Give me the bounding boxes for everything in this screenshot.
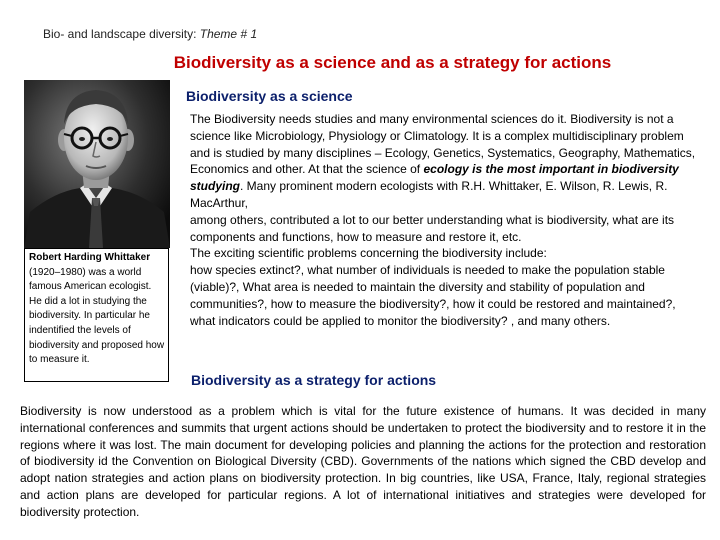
caption-dates: (1920–1980): [29, 266, 86, 278]
strategy-paragraph: Biodiversity is now understood as a problem which is vital for the future existence of humans. It was decided in many international conferences and summits that urgent actions should be undertaken to protect the biodiversity and to restore it in the regions where it was lost. The main document for developing policies and planning the actions for the protection and restoration of biodiversity id the Convention on Biological Diversity (CBD). Governments of the nations which signed the CBD develop and adopt nation strategies and action plans on biodiversity protection. In big countries, like USA, France, Italy, regional strategies and action plans are developed for particular regions. A lot of international initiatives and strategies were developed for biodiversity protection.: [20, 404, 706, 519]
header-theme: Theme # 1: [199, 27, 258, 41]
science-paragraph-4: how species extinct?, what number of individuals is needed to make the population stable (viable)?, What area is needed to maintain the diversity and stability of population and communities?, how to measure the biodiversity?, how it could be restored and maintained?, what indicators could be applied to monitor the biodiversity? , and many others.: [190, 263, 676, 328]
strategy-section: [20, 403, 706, 521]
science-heading: Biodiversity as a science: [186, 88, 353, 104]
strategy-heading: Biodiversity as a strategy for actions: [191, 372, 437, 388]
caption-name: Robert Harding Whittaker: [29, 252, 151, 263]
portrait-photo: [24, 80, 170, 248]
slide-header: [43, 27, 257, 41]
caption-text: was a world famous American ecologist. He did a lot in studying the biodiversity. In particular he indentified the levels of biodiversity and proposed how to measure it.: [29, 266, 165, 366]
science-text-after: . Many prominent modern ecologists with R.H. Whittaker, E. Wilson, R. Lewis, R. MacArthur,: [190, 179, 668, 210]
portrait-caption: [24, 248, 169, 382]
science-paragraph: [190, 111, 702, 212]
science-emphasis: ecology is the most important in biodiversity studying: [190, 162, 679, 194]
science-paragraph-3: The exciting scientific problems concerning the biodiversity include:: [190, 246, 547, 261]
science-section: [190, 111, 702, 329]
science-text-before: The Biodiversity needs studies and many environmental sciences do it. Biodiversity is not a science like Microbiology, Physiology or Climatology. It is a complex multidisciplinary problem and is studied by many disciplines – Ecology, Genetics, Systematics, Geography, Mathematics, Economics and other. At that the science of: [190, 112, 696, 177]
science-paragraph-2: among others, contributed a lot to our better understanding what is biodiversity, what are its components and functions, how to measure and restore it, etc.: [190, 212, 675, 244]
header-prefix: Bio- and landscape diversity:: [43, 27, 200, 41]
slide-title: Biodiversity as a science and as a strategy for actions: [173, 53, 612, 72]
